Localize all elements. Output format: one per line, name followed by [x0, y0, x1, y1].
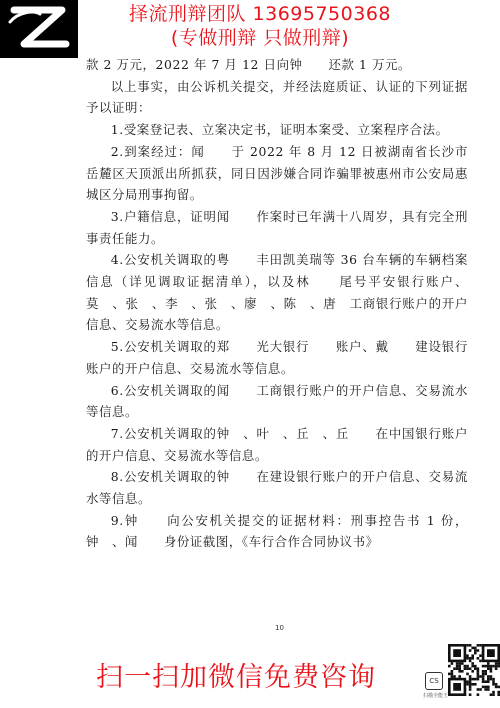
qr-code-icon[interactable]: [448, 640, 500, 702]
contact-banner: [100, 2, 420, 50]
document-paragraph: 8.公安机关调取的钟 在建设银行账户的开户信息、交易流水等信息。: [86, 469, 468, 507]
document-paragraph: 9.钟 向公安机关提交的证据材料：刑事控告书 1 份，钟 、闻 身份证截图，《车行合作合同协议书》: [86, 512, 468, 550]
document-paragraph: 5.公安机关调取的郑 光大银行 账户、戴 建设银行账户的开户信息、交易流水等信息。: [86, 339, 468, 376]
page-number: 10: [275, 624, 284, 632]
document-paragraph: 6.公安机关调取的闻 工商银行账户的开户信息、交易流水等信息。: [86, 382, 468, 420]
document-body: [86, 54, 468, 553]
document-paragraph: 款 2 万元，2022 年 7 月 12 日向钟 还款 1 万元。: [86, 57, 412, 72]
document-paragraph: 7.公安机关调取的钟 、叶 、丘 、丘 在中国银行账户的开户信息、交易流水等信息。: [86, 425, 468, 463]
document-paragraph: 1.受案登记表、立案决定书，证明本案受、立案程序合法。: [110, 122, 449, 138]
banner-team-phone: 择流刑辩团队 13695750368: [128, 3, 391, 25]
document-paragraph: 4.公安机关调取的粤 丰田凯美瑞等 36 台车辆的车辆档案信息（详见调取证据清单），以及林 尾号平安银行账户、莫 、张 、李 、张 、廖 、陈 、唐 工商银行账户的开户信息、交易流水等信息。: [86, 252, 468, 333]
document-paragraph: 3.户籍信息，证明闻 作案时已年满十八周岁，具有完全刑事责任能力。: [86, 208, 468, 246]
document-paragraph: 以上事实，由公诉机关提交，并经法庭质证、认证的下列证据予以证明：: [86, 78, 468, 116]
scanner-app-label: 扫描全能王: [423, 693, 449, 699]
document-paragraph: 2.到案经过：闻 于 2022 年 8 月 12 日被湖南省长沙市岳麓区天顶派出所抓获，同日因涉嫌合同诈骗罪被惠州市公安局惠城区分局刑事拘留。: [86, 143, 468, 203]
banner-slogan: (专做刑辩 只做刑辩): [170, 27, 350, 49]
scanner-app-badge: CS: [425, 672, 443, 690]
brand-logo-icon: [0, 0, 78, 58]
footer-wechat-cta: 扫一扫加微信免费咨询: [96, 662, 376, 693]
